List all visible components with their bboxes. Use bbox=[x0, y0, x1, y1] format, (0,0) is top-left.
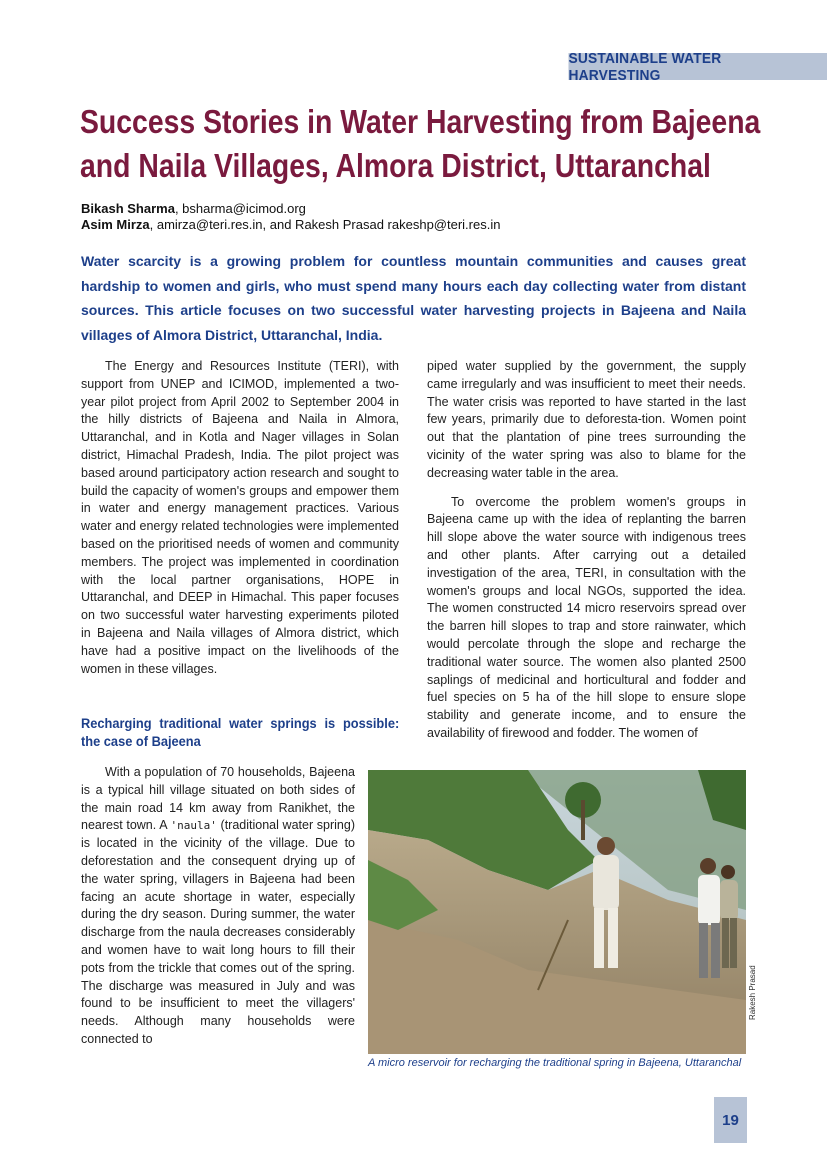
article-title: Success Stories in Water Harvesting from Bajeena and Naila Villages, Almora District, Uttaranchal bbox=[80, 103, 761, 184]
bajeena-text-part-2: (traditional water spring) is located in the vicinity of the village. Due to deforestation and the consequent drying up of the water spring, villagers in Bajeena had been facing an acute shortage in water, especially during the dry season. During summer, the water discharge from the naula decreases considerably and women have to wait long hours to fill their pots from the trickle that comes out of the spring. The discharge was measured in July and was found to be insufficient to meet the villagers' needs. Although many households were connected to bbox=[81, 818, 355, 1046]
author-contact: , amirza@teri.res.in, and Rakesh Prasad rakeshp@teri.res.in bbox=[149, 217, 501, 232]
author-line-2 bbox=[81, 217, 500, 233]
section-header-label: SUSTAINABLE WATER HARVESTING bbox=[568, 49, 722, 84]
author-line-1 bbox=[81, 201, 500, 217]
section-subheading: Recharging traditional water springs is possible: the case of Bajeena bbox=[81, 716, 400, 749]
naula-term: 'naula' bbox=[170, 819, 217, 833]
abstract: Water scarcity is a growing problem for countless mountain communities and causes great hardship to women and girls, who must spend many hours each day collecting water from distant sources. This article focuses on two successful water harvesting projects in Bajeena and Naila villages of Almora District, Uttaranchal, India. bbox=[81, 253, 746, 343]
body-paragraph: To overcome the problem women's groups in Bajeena came up with the idea of replanting the barren hill slope above the water source with indigenous trees and other plants. After carrying out a detailed investigation of the area, TERI, in consultation with the women's groups and local NGOs, supported the idea. The women constructed 14 micro reservoirs spread over the barren hill slopes to trap and store rainwater, which would percolate through the slope and recharge the traditional water source. The women also planted 2500 saplings of medicinal and horticultural and fodder and fuel species on 5 ha of the hill slope to ensure slope stability and generate income, and to ensure the availability of firewood and fodder. The women of bbox=[427, 494, 746, 740]
hillside-photo bbox=[368, 770, 746, 1054]
author-contact: , bsharma@icimod.org bbox=[174, 201, 306, 216]
author-name: Asim Mirza bbox=[81, 217, 150, 232]
intro-paragraph: The Energy and Resources Institute (TERI), with support from UNEP and ICIMOD, implemented a two-year pilot project from April 2002 to September 2004 in the hilly districts of Bajeena and Naila in Almora, Uttaranchal, and in Kotla and Nager villages in Solan district, Himachal Pradesh, India. The pilot project was based around participatory action research and sought to build the capacity of women's groups and empower them in water and energy management practices. Various water and energy related technologies were implemented based on the prioritised needs of women and community members. The project was implemented in coordination with the local partner organisations, HOPE in Uttaranchal, and DEEP in Himachal. This paper focuses on two successful water harvesting experiments piloted in Bajeena and Naila villages of Almora district, which have had a positive impact on the livelihoods of the women in these villages. bbox=[81, 359, 399, 676]
section-header-tag bbox=[568, 49, 827, 84]
bajeena-paragraph bbox=[81, 764, 355, 1049]
page-number-label: 19 bbox=[722, 1111, 739, 1129]
photo-caption: A micro reservoir for recharging the traditional spring in Bajeena, Uttaranchal bbox=[368, 1057, 742, 1069]
author-list bbox=[81, 201, 500, 233]
author-name: Bikash Sharma bbox=[81, 201, 175, 216]
column-1-bottom bbox=[81, 764, 355, 1049]
body-paragraph: piped water supplied by the government, the supply came irregularly and was insufficient to meet their needs. The water crisis was reported to have started in the last few years, primarily due to deforesta-tion. Women point out that the plantation of pine trees surrounding the vicinity of the water spring was also to blame for the decreasing water table in the area. bbox=[427, 359, 746, 480]
bajeena-text-part-1: With a population of 70 households, Bajeena is a typical hill village situated on both sides of the main road 14 km away from Ranikhet, the nearest town. A bbox=[81, 765, 355, 833]
page-number bbox=[714, 1097, 747, 1143]
photo-credit: Rakesh Prasad bbox=[748, 965, 757, 1020]
column-1-top bbox=[81, 358, 399, 678]
photo-illustration bbox=[368, 770, 746, 1054]
column-2 bbox=[427, 358, 746, 743]
